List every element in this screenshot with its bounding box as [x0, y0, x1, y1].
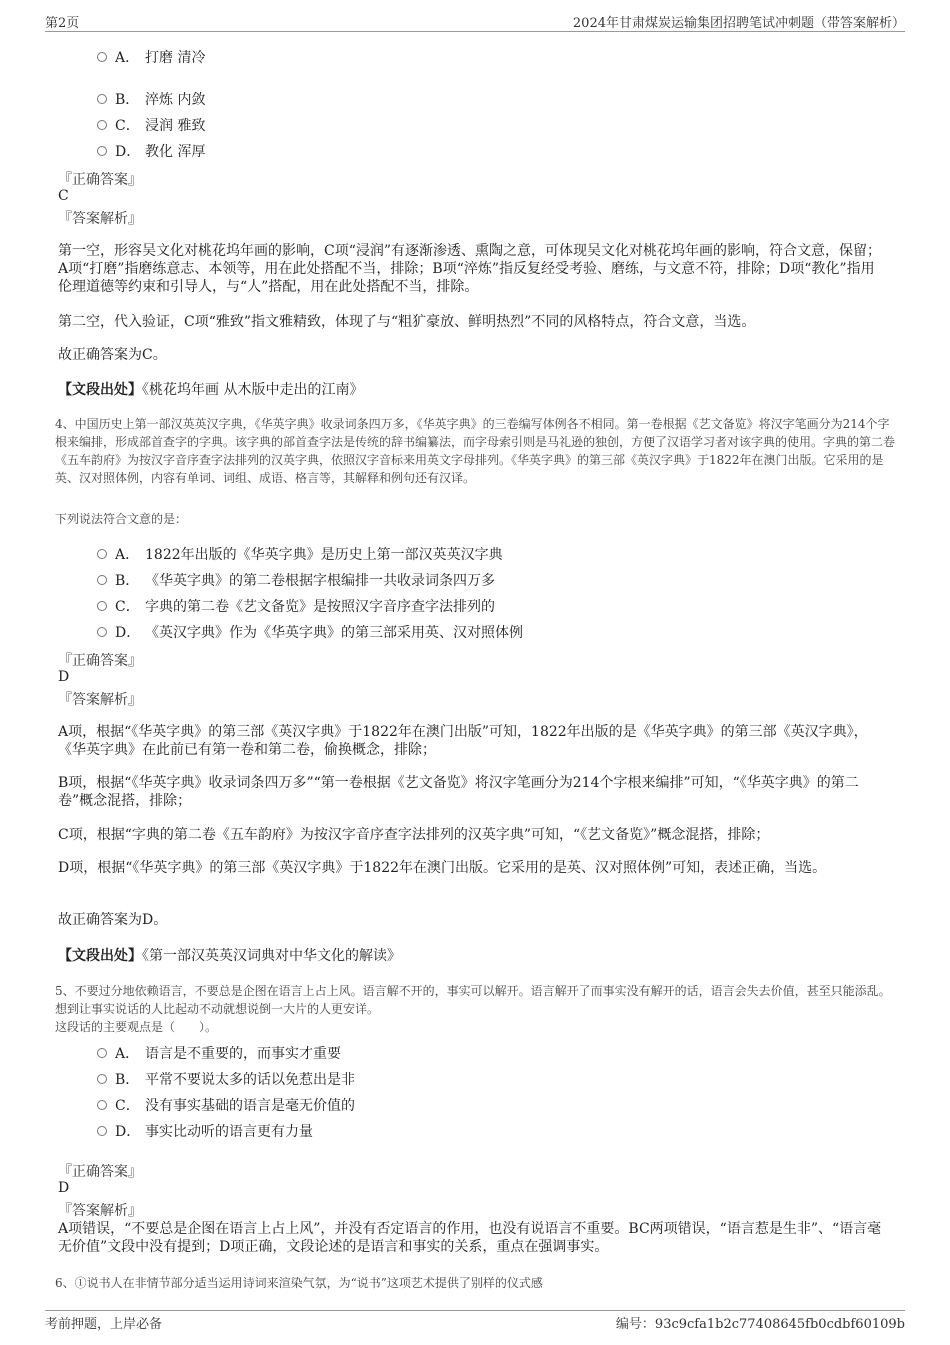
footer-slogan: 考前押题，上岸必备: [45, 1317, 163, 1332]
radio-icon[interactable]: [97, 52, 107, 62]
q3-option-d[interactable]: D． 教化 浑厚: [97, 141, 205, 161]
radio-icon[interactable]: [97, 601, 107, 611]
q3-analysis-p3: 故正确答案为C。: [58, 347, 167, 363]
header-divider: [45, 31, 905, 32]
document-title: 2024年甘肃煤炭运输集团招聘笔试冲刺题（带答案解析）: [572, 16, 905, 31]
q4-source: 【文段出处】《第一部汉英英汉词典对中华文化的解读》: [58, 948, 401, 964]
radio-icon[interactable]: [97, 1126, 107, 1136]
q5-correct-label: 『正确答案』: [58, 1164, 142, 1180]
q3-option-a[interactable]: A． 打磨 清冷: [97, 47, 205, 67]
q4-analysis-label: 『答案解析』: [58, 692, 142, 708]
q4-analysis-c: C项，根据“字典的第二卷《五车韵府》为按汉字音序查字法排列的汉英字典”可知，“《艺文备览》”概念混搭，排除；: [58, 827, 770, 843]
q5-answer: D: [58, 1180, 70, 1196]
footer-divider: [45, 1310, 905, 1311]
radio-icon[interactable]: [97, 627, 107, 637]
q3-analysis-p1: 第一空，形容吴文化对桃花坞年画的影响，C项“浸润”有逐渐渗透、熏陶之意，可体现吴文化对桃花坞年画的影响，符合文意，保留；A项“打磨”指磨练意志、本领等，用在此处搭配不当，排除；B项“淬炼”指反复经受考验、磨练，与文意不符，排除；D项“教化”指用伦理道德等约束和引导人，与“人”搭配，用在此处搭配不当，排除。: [58, 243, 882, 295]
q3-option-c[interactable]: C． 浸润 雅致: [97, 115, 205, 135]
q3-source: 【文段出处】《桃花坞年画 从木版中走出的江南》: [58, 382, 364, 398]
page-header: [45, 0, 905, 30]
q3-option-b[interactable]: B． 淬炼 内敛: [97, 89, 205, 109]
q5-analysis-label: 『答案解析』: [58, 1203, 142, 1219]
q4-question-text: 4、中国历史上第一部汉英英汉字典，《华英字典》收录词条四万多，《华英字典》的三卷编写体例各不相同。第一卷根据《艺文备览》将汉字笔画分为214个字根来编排，形成部首查字的字典。该字典的部首查字法是传统的辞书编纂法，而字母索引则是马礼逊的独创，方便了汉语学习者对该字典的使用。字典的第二卷《五车韵府》为按汉字音序查字法排列的汉英字典，依照汉字音标来用英文字母排列。《华英字典》的第三部《英汉字典》于1822年在澳门出版。它采用的是英、汉对照体例，内容有单词、词组、成语、格言等，其解释和例句还有汉译。: [55, 417, 896, 485]
q5-option-a[interactable]: A． 语言是不重要的，而事实才重要: [97, 1043, 341, 1063]
q6-question-text: 6、①说书人在非情节部分适当运用诗词来渲染气氛，为“说书”这项艺术提供了别样的仪式感: [55, 1276, 543, 1290]
radio-icon[interactable]: [97, 120, 107, 130]
q4-analysis-a: A项，根据“《华英字典》的第三部《英汉字典》于1822年在澳门出版”可知，1822年出版的是《华英字典》的第三部《英汉字典》，《华英字典》在此前已有第一卷和第二卷，偷换概念，排除；: [58, 724, 868, 758]
q5-analysis: A项错误，“不要总是企图在语言上占上风”，并没有否定语言的作用，也没有说语言不重要。BC两项错误，“语言惹是生非”、“语言毫无价值”文段中没有提到；D项正确，文段论述的是语言和事实的关系，重点在强调事实。: [58, 1221, 882, 1255]
q4-analysis-conclusion: 故正确答案为D。: [58, 912, 168, 928]
document-id: 编号：93c9cfa1b2c77408645fb0cdbf60109b: [615, 1317, 905, 1332]
radio-icon[interactable]: [97, 1048, 107, 1058]
q5-option-b[interactable]: B． 平常不要说太多的话以免惹出是非: [97, 1069, 355, 1089]
q5-prompt: 这段话的主要观点是（ ）。: [55, 1020, 218, 1034]
radio-icon[interactable]: [97, 549, 107, 559]
q4-analysis-b: B项，根据“《华英字典》收录词条四万多”“第一卷根据《艺文备览》将汉字笔画分为214个字根来编排”可知，“《华英字典》的第二卷”概念混搭，排除；: [58, 775, 859, 809]
page-number: 第2页: [45, 16, 80, 31]
q4-answer: D: [58, 669, 70, 685]
q4-correct-label: 『正确答案』: [58, 653, 142, 669]
q5-option-d[interactable]: D． 事实比动听的语言更有力量: [97, 1121, 313, 1141]
q5-question-text: 5、不要过分地依赖语言，不要总是企图在语言上占上风。语言解不开的，事实可以解开。语言解开了而事实没有解开的话，语言会失去价值，甚至只能添乱。想到让事实说话的人比起动不动就想说倒一大片的人更安详。: [55, 984, 891, 1016]
q3-answer: C: [58, 188, 69, 204]
q4-option-b[interactable]: B． 《华英字典》的第二卷根据字根编排一共收录词条四万多: [97, 570, 495, 590]
radio-icon[interactable]: [97, 1100, 107, 1110]
q4-option-a[interactable]: A． 1822年出版的《华英字典》是历史上第一部汉英英汉字典: [97, 544, 503, 564]
radio-icon[interactable]: [97, 146, 107, 156]
q5-option-c[interactable]: C． 没有事实基础的语言是毫无价值的: [97, 1095, 355, 1115]
q4-option-c[interactable]: C． 字典的第二卷《艺文备览》是按照汉字音序查字法排列的: [97, 596, 495, 616]
q4-option-d[interactable]: D． 《英汉字典》作为《华英字典》的第三部采用英、汉对照体例: [97, 622, 523, 642]
q4-analysis-d: D项，根据“《华英字典》的第三部《英汉字典》于1822年在澳门出版。它采用的是英、汉对照体例”可知，表述正确，当选。: [58, 860, 827, 876]
q3-analysis-p2: 第二空，代入验证，C项“雅致”指文雅精致，体现了与“粗犷豪放、鲜明热烈”不同的风格特点，符合文意，当选。: [58, 314, 756, 330]
radio-icon[interactable]: [97, 575, 107, 585]
q3-analysis-label: 『答案解析』: [58, 211, 142, 227]
radio-icon[interactable]: [97, 1074, 107, 1084]
radio-icon[interactable]: [97, 94, 107, 104]
q4-prompt: 下列说法符合文意的是：: [55, 512, 188, 526]
q3-correct-label: 『正确答案』: [58, 172, 142, 188]
